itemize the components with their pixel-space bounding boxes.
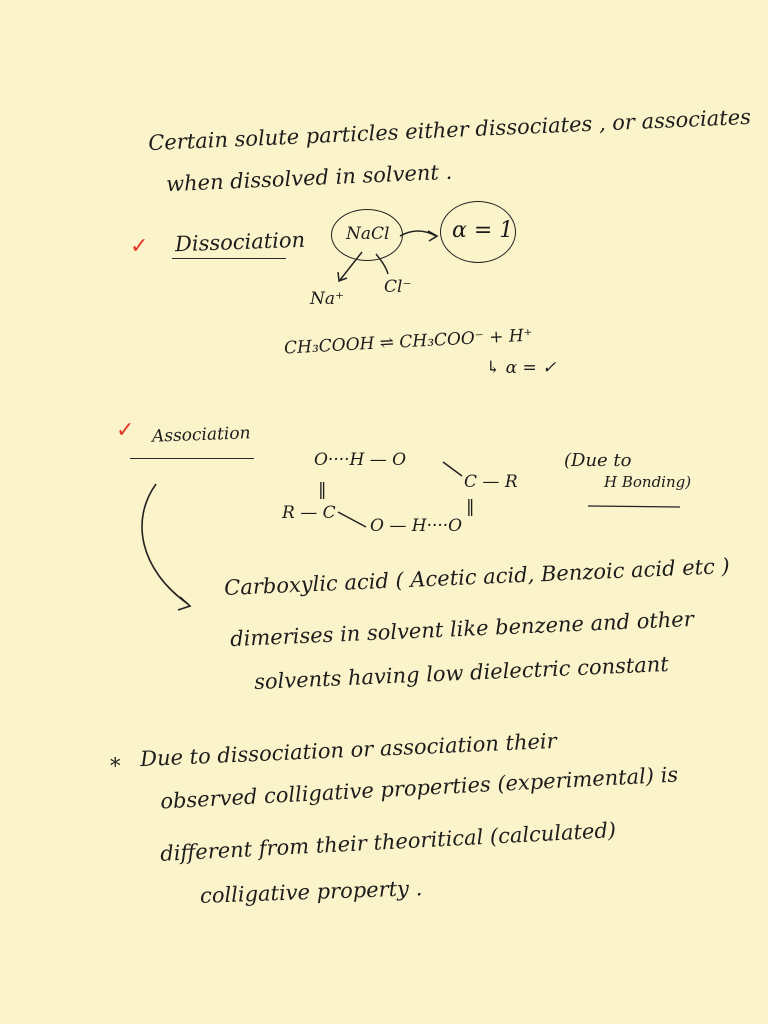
ion-na-plus: Na⁺ (310, 289, 344, 309)
dissociation-underline (172, 258, 286, 259)
alpha-note: ↳ α = ✓ (486, 358, 557, 378)
note-h-bonding: H Bonding) (604, 473, 692, 491)
conclusion-line-3: different from their theoritical (calculated) (159, 818, 617, 866)
conclusion-line-1: Due to dissociation or association their (139, 728, 558, 772)
conclusion-line-4: colligative property . (199, 876, 423, 908)
association-text-line-2: dimerises in solvent like benzene and other (229, 606, 695, 652)
ion-cl-minus: Cl⁻ (384, 277, 412, 297)
intro-line-1: Certain solute particles either dissociates , or associates (147, 104, 752, 156)
association-text-line-3: solvents having low dielectric constant (253, 651, 670, 695)
check-mark-icon: ✓ (130, 234, 149, 259)
note-due-to: (Due to (564, 450, 632, 471)
struct-right-c: C — R (464, 472, 518, 492)
compound-nacl: NaCl (346, 224, 390, 244)
struct-left: R — C (282, 503, 336, 523)
degree-alpha-1: α = 1 (452, 218, 514, 243)
struct-left-double-bond: ‖ (318, 480, 327, 500)
association-text-line-1: Carboxylic acid ( Acetic acid, Benzoic acid etc ) (223, 553, 731, 601)
struct-right-double-bond: ‖ (466, 497, 475, 517)
struct-bottom: O — H····O (370, 516, 463, 536)
acetic-equation: CH₃COOH ⇌ CH₃COO⁻ + H⁺ (283, 325, 534, 359)
intro-line-2: when dissolved in solvent . (165, 159, 453, 197)
association-underline (130, 458, 254, 459)
conclusion-line-2: observed colligative properties (experimental) is (159, 762, 679, 814)
association-heading: Association (151, 423, 251, 447)
struct-top: O····H — O (314, 450, 407, 470)
dissociation-heading: Dissociation (174, 227, 306, 257)
bullet-asterisk: * (110, 754, 121, 778)
check-mark-icon: ✓ (116, 418, 135, 443)
